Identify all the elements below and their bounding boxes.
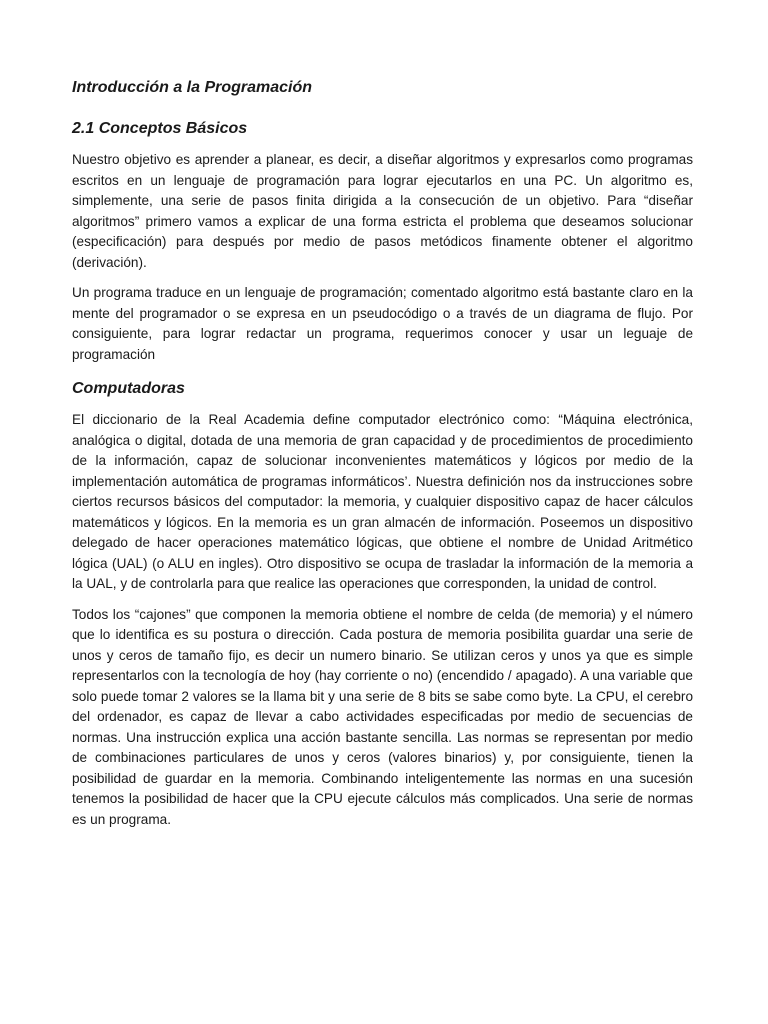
paragraph-diccionario: El diccionario de la Real Academia define computador electrónico como: “Máquina electrónica, analógica o digital, dotada de una memoria de gran capacidad y de procedimientos de procedimiento de la información, capaz de solucionar inconvenientes matemáticos y lógicos por medio de la implementación automática de programas informáticos’. Nuestra definición nos da instrucciones sobre ciertos recursos básicos del computador: la memoria, y cualquier dispositivo capaz de hacer cálculos matemáticos y lógicos. En la memoria es un gran almacén de información. Poseemos un dispositivo delegado de hacer operaciones matemático lógicas, que obtiene el nombre de Unidad Aritmético lógica (UAL) (o ALU en ingles). Otro dispositivo se ocupa de trasladar la información de la memoria a la UAL, y de controlarla para que realice las operaciones que corresponden, la unidad de control.: [72, 412, 693, 591]
paragraph-programa: Un programa traduce en un lenguaje de programación; comentado algoritmo está bastante claro en la mente del programador o se expresa en un pseudocódigo o a través de un diagrama de flujo. Por consiguiente, para lograr redactar un programa, requerimos conocer y usar un leguaje de programación: [72, 285, 693, 362]
document-page: [72, 76, 693, 840]
paragraph-cajones: Todos los “cajones” que componen la memoria obtiene el nombre de celda (de memoria) y el número que lo identifica es su postura o dirección. Cada postura de memoria posibilita guardar una serie de unos y ceros de tamaño fijo, es decir un numero binario. Se utilizan ceros y unos ya que es simple representarlos con la tecnología de hoy (hay corriente o no) (encendido / apagado). A una variable que solo puede tomar 2 valores se la llama bit y una serie de 8 bits se sabe como byte. La CPU, el cerebro del ordenador, es capaz de llevar a cabo actividades especificadas por medio de secuencias de normas. Una instrucción explica una acción bastante sencilla. Las normas se representan por medio de combinaciones particulares de unos y ceros (valores binarios) y, por consiguiente, tienen la posibilidad de guardar en la memoria. Combinando inteligentemente las normas en una sucesión tenemos la posibilidad de hacer que la CPU ejecute cálculos más complicados. Una serie de normas es un programa.: [72, 606, 693, 827]
section-heading-conceptos: 2.1 Conceptos Básicos: [72, 120, 248, 137]
paragraph-objetivo: Nuestro objetivo es aprender a planear, es decir, a diseñar algoritmos y expresarlos como programas escritos en un lenguaje de programación para lograr ejecutarlos en una PC. Un algoritmo es, simplemente, una serie de pasos finita dirigida a la consecución de un objetivo. Para “diseñar algoritmos” primero vamos a explicar de una forma estricta el problema que deseamos solucionar (especificación) para después por medio de pasos metódicos finamente obtener el algoritmo (derivación).: [72, 152, 693, 270]
document-title: Introducción a la Programación: [72, 79, 313, 96]
section-heading-computadoras: Computadoras: [72, 380, 185, 397]
